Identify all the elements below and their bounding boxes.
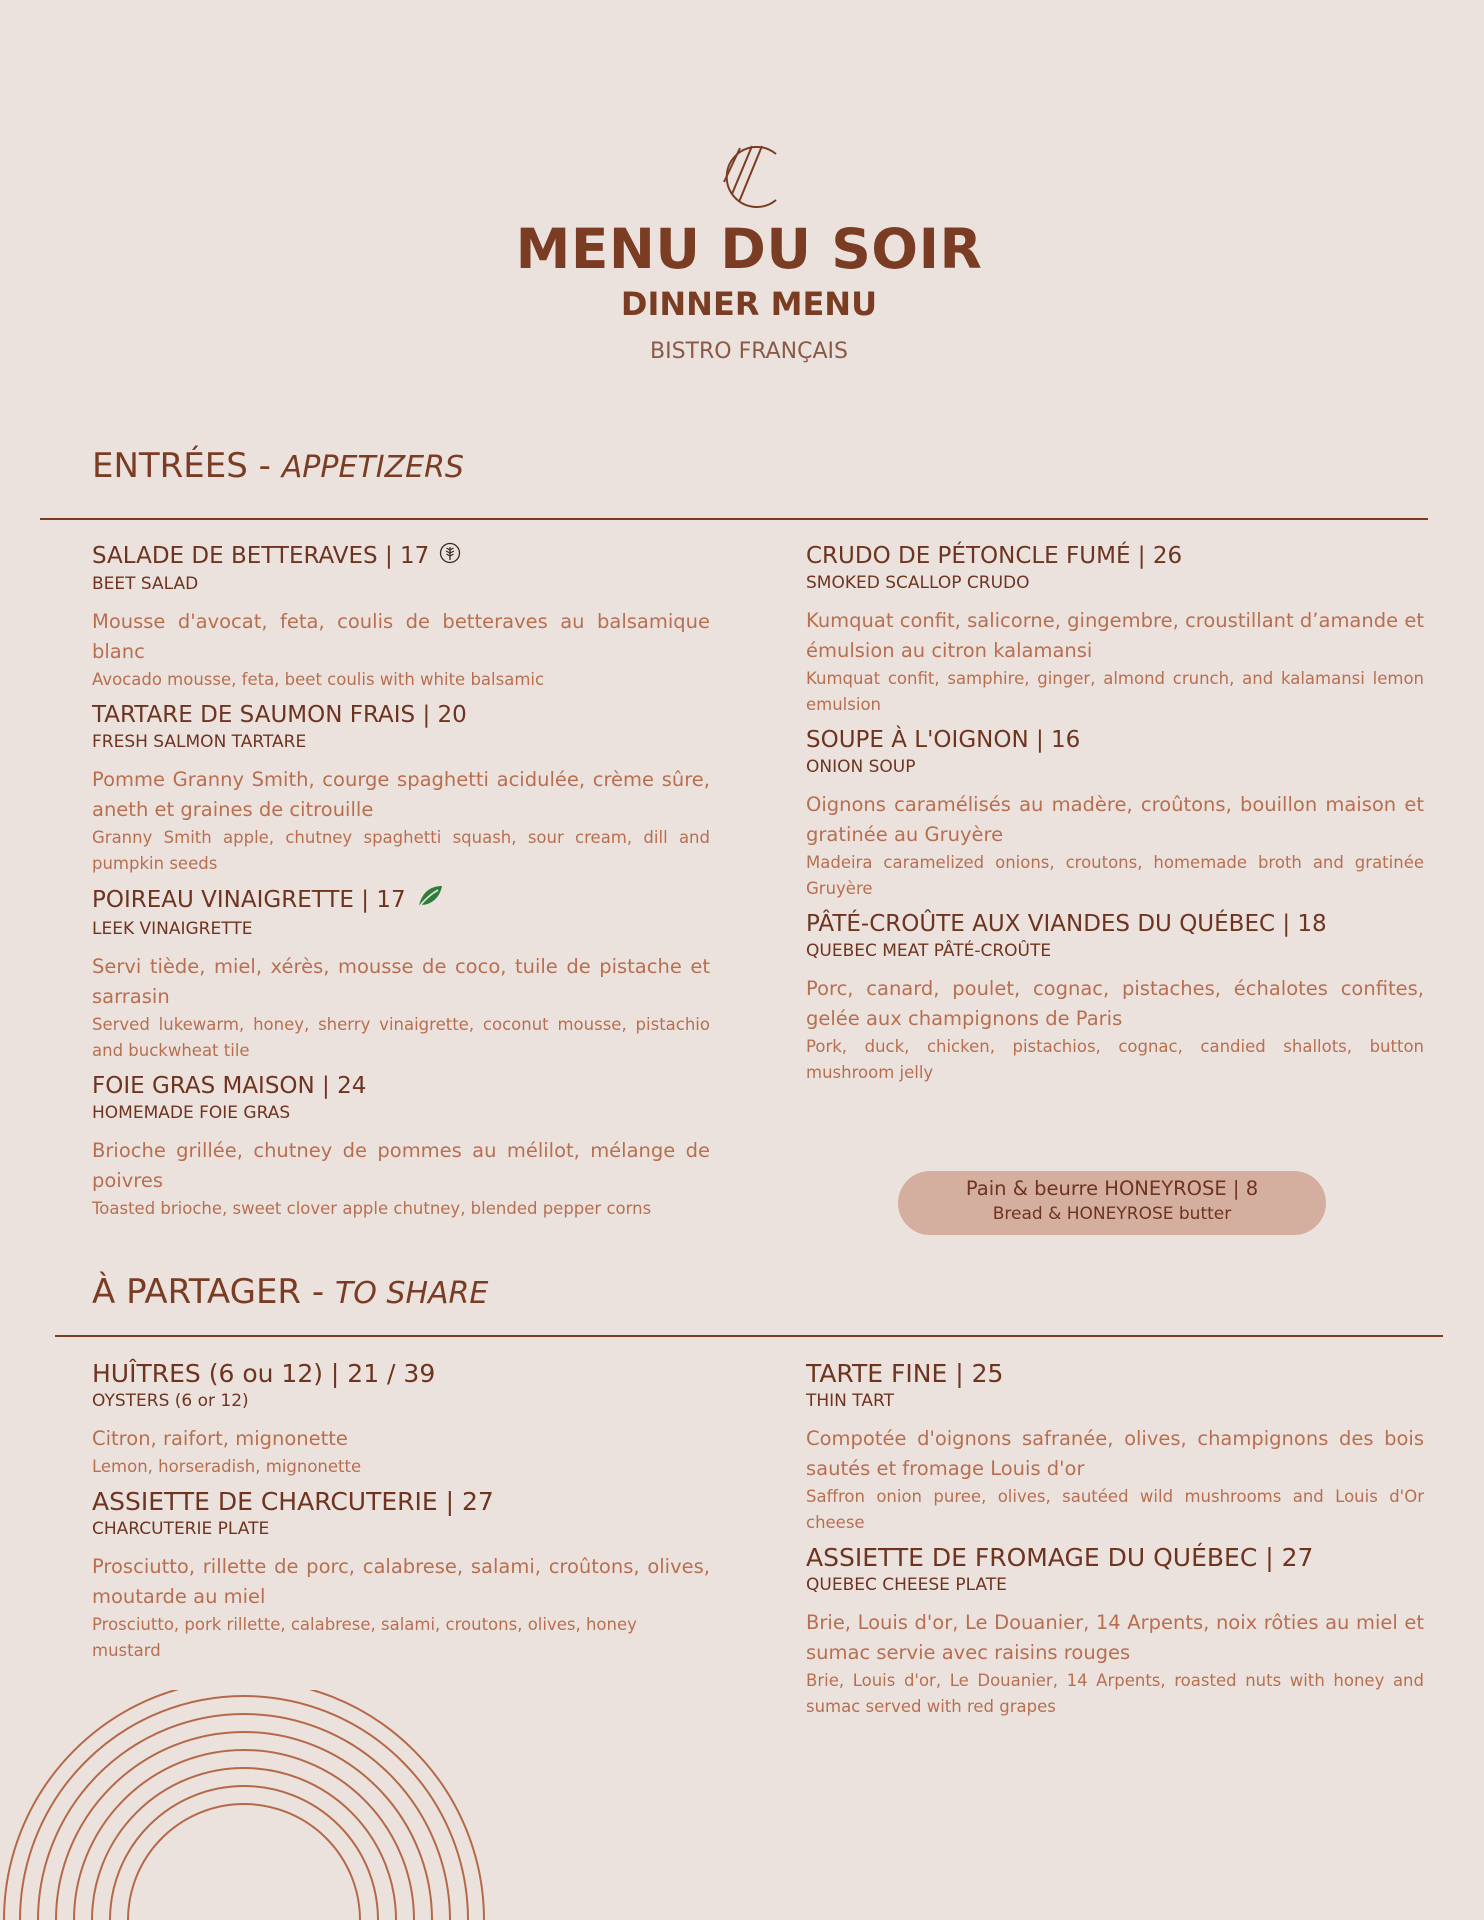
page-title: MENU DU SOIR (515, 217, 983, 281)
item-title: TARTARE DE SAUMON FRAIS | 20 (92, 701, 467, 728)
item-description-en: Granny Smith apple, chutney spaghetti squash, sour cream, dill and pumpkin seeds (92, 827, 710, 873)
menu-item (92, 1070, 710, 1222)
item-description-fr: Pomme Granny Smith, courge spaghetti acidulée, crème sûre, aneth et graines de citrouille (92, 767, 710, 821)
item-description-fr: Porc, canard, poulet, cognac, pistaches, échalotes confites, gelée aux champignons de Paris (806, 977, 1424, 1030)
bread-title: Pain & beurre HONEYROSE | 8 (965, 1177, 1259, 1200)
item-description-fr: Oignons caramélisés au madère, croûtons, bouillon maison et gratinée au Gruyère (806, 793, 1424, 846)
page-subtitle: DINNER MENU (620, 285, 878, 323)
item-description-en: Toasted brioche, sweet clover apple chutney, blended pepper corns (92, 1198, 652, 1218)
section-title-en: APPETIZERS (281, 450, 464, 485)
item-description-en: Brie, Louis d'or, Le Douanier, 14 Arpents, roasted nuts with honey and sumac served with red grapes (806, 1671, 1424, 1716)
item-description-en: Prosciutto, pork rillette, calabrese, salami, croutons, olives, honey mustard (92, 1615, 637, 1660)
item-description-fr: Kumquat confit, salicorne, gingembre, croustillant d’amande et émulsion au citron kalamansi (806, 609, 1424, 662)
item-description-fr: Mousse d'avocat, feta, coulis de betteraves au balsamique blanc (92, 609, 710, 663)
item-title: CRUDO DE PÉTONCLE FUMÉ | 26 (806, 543, 1183, 569)
item-subtitle: OYSTERS (6 or 12) (92, 1391, 249, 1411)
wheat-icon (439, 541, 461, 573)
section-title-partager (92, 1270, 488, 1316)
logo-icon (718, 140, 780, 210)
item-title: HUÎTRES (6 ou 12) | 21 / 39 (92, 1359, 436, 1388)
menu-item (806, 724, 1424, 902)
share-right-column (806, 1358, 1424, 1726)
item-description-fr: Compotée d'oignons safranée, olives, champignons des bois sautés et fromage Louis d'or (806, 1427, 1424, 1480)
menu-item (92, 1486, 710, 1664)
item-description-fr: Servi tiède, miel, xérès, mousse de coco, tuile de pistache et sarrasin (92, 954, 710, 1008)
menu-item (806, 540, 1424, 718)
item-description-en: Kumquat confit, samphire, ginger, almond crunch, and kalamansi lemon emulsion (806, 669, 1424, 714)
item-subtitle: QUEBEC CHEESE PLATE (806, 1575, 1007, 1595)
menu-item (92, 883, 710, 1064)
entrees-right-column (806, 540, 1424, 1092)
item-title: PÂTÉ-CROÛTE AUX VIANDES DU QUÉBEC | 18 (806, 911, 1327, 937)
item-title: TARTE FINE | 25 (806, 1359, 1004, 1388)
bread-subtitle: Bread & HONEYROSE butter (992, 1204, 1232, 1224)
item-description-fr: Prosciutto, rillette de porc, calabrese, salami, croûtons, olives, moutarde au miel (92, 1555, 710, 1608)
menu-item (92, 699, 710, 877)
section-divider (40, 518, 1428, 520)
section-title-fr: ENTRÉES - (92, 446, 282, 486)
item-description-en: Served lukewarm, honey, sherry vinaigrette, coconut mousse, pistachio and buckwheat tile (92, 1014, 710, 1060)
item-description-en: Avocado mousse, feta, beet coulis with white balsamic (92, 669, 545, 689)
item-subtitle: CHARCUTERIE PLATE (92, 1519, 270, 1539)
item-description-en: Saffron onion puree, olives, sautéed wild mushrooms and Louis d'Or cheese (806, 1487, 1424, 1532)
item-description-fr: Brie, Louis d'or, Le Douanier, 14 Arpents, noix rôties au miel et sumac servie avec raisins rouges (806, 1611, 1424, 1664)
item-subtitle: QUEBEC MEAT PÂTÉ-CROÛTE (806, 941, 1052, 961)
entrees-left-column (92, 540, 710, 1228)
section-divider (55, 1335, 1443, 1337)
item-title: ASSIETTE DE FROMAGE DU QUÉBEC | 27 (806, 1543, 1314, 1572)
item-title: SALADE DE BETTERAVES | 17 (92, 540, 710, 573)
menu-item (806, 1358, 1424, 1536)
menu-item (92, 1358, 710, 1480)
item-description-en: Madeira caramelized onions, croutons, homemade broth and gratinée Gruyère (806, 853, 1424, 898)
section-title-en: TO SHARE (334, 1276, 489, 1311)
item-subtitle: SMOKED SCALLOP CRUDO (806, 573, 1030, 593)
leaf-icon (416, 883, 444, 918)
item-subtitle: BEET SALAD (92, 573, 199, 594)
item-title: ASSIETTE DE CHARCUTERIE | 27 (92, 1487, 494, 1516)
menu-item (806, 1542, 1424, 1720)
item-title: POIREAU VINAIGRETTE | 17 (92, 883, 710, 918)
item-title: FOIE GRAS MAISON | 24 (92, 1072, 367, 1099)
item-title: SOUPE À L'OIGNON | 16 (806, 727, 1081, 753)
section-title-fr: À PARTAGER - (92, 1272, 335, 1312)
item-description-en: Pork, duck, chicken, pistachios, cognac, candied shallots, button mushroom jelly (806, 1037, 1424, 1082)
share-left-column (92, 1358, 710, 1670)
decorative-arcs (0, 1690, 500, 1920)
restaurant-tagline: BISTRO FRANÇAIS (650, 339, 848, 364)
item-subtitle: LEEK VINAIGRETTE (92, 918, 253, 939)
bread-butter-pill (898, 1171, 1326, 1235)
item-subtitle: ONION SOUP (806, 757, 916, 777)
item-subtitle: HOMEMADE FOIE GRAS (92, 1102, 291, 1123)
item-subtitle: FRESH SALMON TARTARE (92, 731, 307, 752)
menu-item (806, 908, 1424, 1086)
item-description-fr: Brioche grillée, chutney de pommes au mélilot, mélange de poivres (92, 1138, 710, 1192)
menu-header (0, 140, 1484, 366)
item-subtitle: THIN TART (806, 1391, 894, 1411)
item-description-fr: Citron, raifort, mignonette (92, 1427, 348, 1450)
menu-item (92, 540, 710, 693)
item-description-en: Lemon, horseradish, mignonette (92, 1457, 362, 1476)
section-title-entrees (92, 444, 464, 490)
